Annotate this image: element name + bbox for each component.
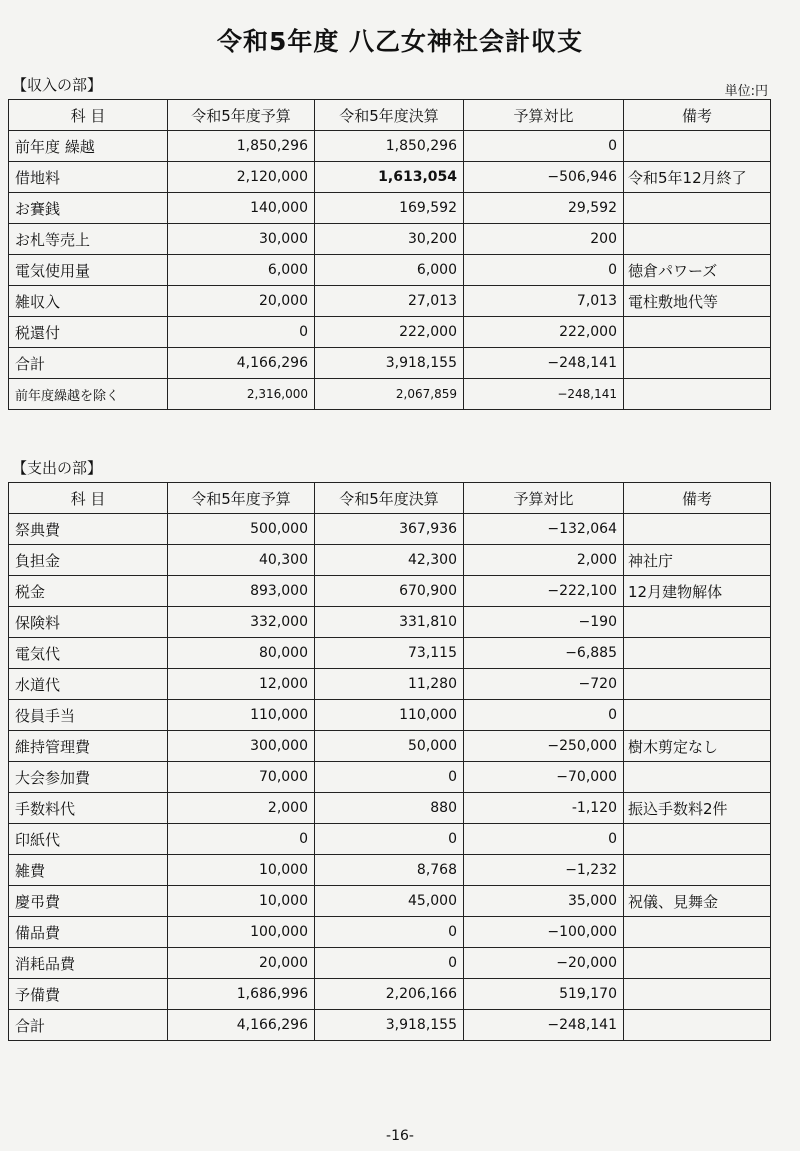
row-subject: 消耗品費: [9, 948, 168, 979]
table-row: [9, 824, 771, 855]
header-note: 備考: [624, 483, 771, 514]
row-diff: 200: [464, 224, 624, 255]
row-diff: −248,141: [464, 348, 624, 379]
row-budget: 40,300: [168, 545, 315, 576]
table-row: [9, 731, 771, 762]
row-subject: 役員手当: [9, 700, 168, 731]
row-diff: −222,100: [464, 576, 624, 607]
row-budget: 70,000: [168, 762, 315, 793]
row-diff: −1,232: [464, 855, 624, 886]
row-subject: 電気代: [9, 638, 168, 669]
row-diff: 2,000: [464, 545, 624, 576]
row-subject: 合計: [9, 348, 168, 379]
page-number: -16-: [386, 1128, 414, 1144]
row-note: [624, 379, 771, 410]
row-actual: 2,067,859: [315, 379, 464, 410]
table-row: [9, 700, 771, 731]
table-row: [9, 576, 771, 607]
row-note: [624, 700, 771, 731]
row-subject: 慶弔費: [9, 886, 168, 917]
row-diff: −250,000: [464, 731, 624, 762]
row-actual: 50,000: [315, 731, 464, 762]
row-actual: 169,592: [315, 193, 464, 224]
table-row: [9, 193, 771, 224]
row-diff: 0: [464, 255, 624, 286]
row-subject: 印紙代: [9, 824, 168, 855]
row-diff: −248,141: [464, 1010, 624, 1041]
row-note: 12月建物解体: [624, 576, 771, 607]
row-actual: 6,000: [315, 255, 464, 286]
row-subject: 雑収入: [9, 286, 168, 317]
row-budget: 100,000: [168, 917, 315, 948]
row-subject: 大会参加費: [9, 762, 168, 793]
row-note: [624, 948, 771, 979]
table-row: [9, 545, 771, 576]
row-budget: 0: [168, 317, 315, 348]
row-budget: 0: [168, 824, 315, 855]
row-subject: 雑費: [9, 855, 168, 886]
row-note: [624, 824, 771, 855]
row-budget: 4,166,296: [168, 348, 315, 379]
row-diff: 0: [464, 700, 624, 731]
expense-section-label: 【支出の部】: [12, 459, 103, 477]
income-table: [8, 99, 771, 410]
table-row: [9, 162, 771, 193]
row-subject: お賽銭: [9, 193, 168, 224]
row-diff: −190: [464, 607, 624, 638]
row-subject: 前年度繰越を除く: [9, 379, 168, 410]
row-actual: 0: [315, 917, 464, 948]
row-subject: 祭典費: [9, 514, 168, 545]
row-subject: 税金: [9, 576, 168, 607]
row-budget: 20,000: [168, 286, 315, 317]
row-budget: 6,000: [168, 255, 315, 286]
row-note: [624, 669, 771, 700]
table-row: [9, 514, 771, 545]
row-budget: 300,000: [168, 731, 315, 762]
row-note: 樹木剪定なし: [624, 731, 771, 762]
row-diff: 7,013: [464, 286, 624, 317]
header-note: 備考: [624, 100, 771, 131]
row-actual: 8,768: [315, 855, 464, 886]
table-row: [9, 379, 771, 410]
row-actual: 3,918,155: [315, 1010, 464, 1041]
row-actual: 110,000: [315, 700, 464, 731]
row-budget: 2,000: [168, 793, 315, 824]
row-note: [624, 855, 771, 886]
table-row: [9, 348, 771, 379]
table-row: [9, 886, 771, 917]
row-actual: 73,115: [315, 638, 464, 669]
row-actual: 11,280: [315, 669, 464, 700]
header-diff: 予算対比: [464, 100, 624, 131]
header-subject: 科 目: [9, 483, 168, 514]
row-subject: 水道代: [9, 669, 168, 700]
row-diff: −70,000: [464, 762, 624, 793]
row-note: [624, 514, 771, 545]
row-note: 振込手数料2件: [624, 793, 771, 824]
header-actual: 令和5年度決算: [315, 100, 464, 131]
row-subject: お札等売上: [9, 224, 168, 255]
row-note: 祝儀、見舞金: [624, 886, 771, 917]
row-budget: 2,120,000: [168, 162, 315, 193]
table-row: [9, 317, 771, 348]
row-diff: -1,120: [464, 793, 624, 824]
row-budget: 332,000: [168, 607, 315, 638]
row-actual: 331,810: [315, 607, 464, 638]
row-budget: 10,000: [168, 855, 315, 886]
page-title: 令和5年度 八乙女神社会計収支: [216, 27, 584, 56]
row-diff: −20,000: [464, 948, 624, 979]
row-subject: 税還付: [9, 317, 168, 348]
table-row: [9, 948, 771, 979]
row-subject: 維持管理費: [9, 731, 168, 762]
row-note: [624, 131, 771, 162]
row-note: 徳倉パワーズ: [624, 255, 771, 286]
row-subject: 手数料代: [9, 793, 168, 824]
row-diff: −720: [464, 669, 624, 700]
row-note: [624, 224, 771, 255]
table-row: [9, 131, 771, 162]
row-note: 令和5年12月終了: [624, 162, 771, 193]
row-subject: 電気使用量: [9, 255, 168, 286]
row-note: [624, 762, 771, 793]
table-row: [9, 793, 771, 824]
table-row: [9, 917, 771, 948]
expense-header-row: [9, 483, 771, 514]
row-note: [624, 979, 771, 1010]
row-budget: 2,316,000: [168, 379, 315, 410]
table-row: [9, 224, 771, 255]
row-note: [624, 917, 771, 948]
row-actual: 2,206,166: [315, 979, 464, 1010]
row-actual: 0: [315, 762, 464, 793]
row-budget: 30,000: [168, 224, 315, 255]
row-subject: 合計: [9, 1010, 168, 1041]
row-diff: −100,000: [464, 917, 624, 948]
unit-label: 単位:円: [724, 84, 768, 99]
row-budget: 893,000: [168, 576, 315, 607]
table-row: [9, 669, 771, 700]
row-budget: 110,000: [168, 700, 315, 731]
table-row: [9, 1010, 771, 1041]
table-row: [9, 762, 771, 793]
row-diff: −132,064: [464, 514, 624, 545]
row-actual: 42,300: [315, 545, 464, 576]
row-diff: 0: [464, 824, 624, 855]
row-actual: 3,918,155: [315, 348, 464, 379]
row-note: 神社庁: [624, 545, 771, 576]
header-budget: 令和5年度予算: [168, 483, 315, 514]
income-section-label: 【収入の部】: [12, 76, 103, 94]
table-row: [9, 638, 771, 669]
row-budget: 500,000: [168, 514, 315, 545]
row-note: [624, 1010, 771, 1041]
row-budget: 1,686,996: [168, 979, 315, 1010]
row-note: [624, 193, 771, 224]
table-row: [9, 855, 771, 886]
row-subject: 借地料: [9, 162, 168, 193]
row-diff: 222,000: [464, 317, 624, 348]
row-actual: 27,013: [315, 286, 464, 317]
table-row: [9, 255, 771, 286]
table-row: [9, 979, 771, 1010]
header-subject: 科 目: [9, 100, 168, 131]
row-budget: 1,850,296: [168, 131, 315, 162]
row-budget: 4,166,296: [168, 1010, 315, 1041]
row-note: [624, 317, 771, 348]
row-actual: 880: [315, 793, 464, 824]
row-note: [624, 638, 771, 669]
header-actual: 令和5年度決算: [315, 483, 464, 514]
table-row: [9, 607, 771, 638]
table-row: [9, 286, 771, 317]
row-subject: 予備費: [9, 979, 168, 1010]
row-actual: 30,200: [315, 224, 464, 255]
row-actual: 1,850,296: [315, 131, 464, 162]
row-diff: −6,885: [464, 638, 624, 669]
header-diff: 予算対比: [464, 483, 624, 514]
row-actual: 0: [315, 824, 464, 855]
row-diff: 0: [464, 131, 624, 162]
income-header-row: [9, 100, 771, 131]
row-note: [624, 607, 771, 638]
row-subject: 備品費: [9, 917, 168, 948]
row-actual: 670,900: [315, 576, 464, 607]
row-budget: 20,000: [168, 948, 315, 979]
row-budget: 140,000: [168, 193, 315, 224]
row-note: 電柱敷地代等: [624, 286, 771, 317]
row-diff: −506,946: [464, 162, 624, 193]
row-subject: 保険料: [9, 607, 168, 638]
row-diff: 35,000: [464, 886, 624, 917]
row-subject: 負担金: [9, 545, 168, 576]
expense-table: [8, 482, 771, 1041]
row-diff: −248,141: [464, 379, 624, 410]
header-budget: 令和5年度予算: [168, 100, 315, 131]
row-actual: 367,936: [315, 514, 464, 545]
row-actual: 1,613,054: [315, 162, 464, 193]
row-note: [624, 348, 771, 379]
row-budget: 80,000: [168, 638, 315, 669]
row-subject: 前年度 繰越: [9, 131, 168, 162]
row-diff: 29,592: [464, 193, 624, 224]
row-actual: 222,000: [315, 317, 464, 348]
row-budget: 10,000: [168, 886, 315, 917]
row-budget: 12,000: [168, 669, 315, 700]
row-actual: 45,000: [315, 886, 464, 917]
row-diff: 519,170: [464, 979, 624, 1010]
row-actual: 0: [315, 948, 464, 979]
